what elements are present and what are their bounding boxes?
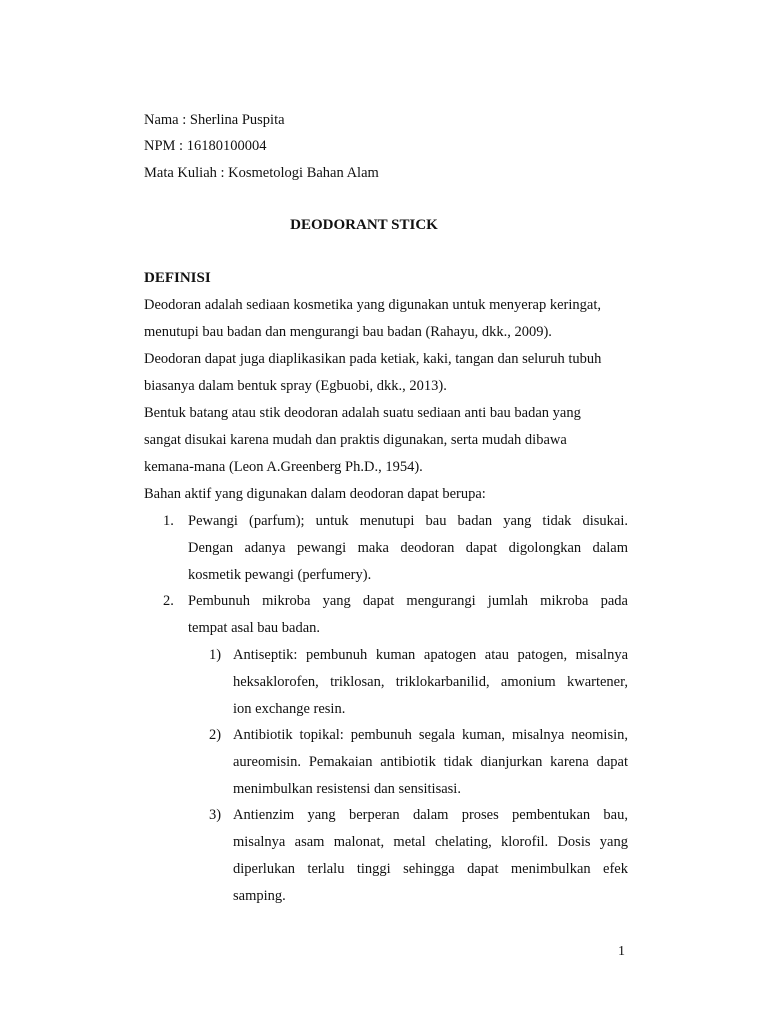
sublist-item-line: menimbulkan resistensi dan sensitisasi. <box>233 781 461 797</box>
section-heading: DEFINISI <box>144 270 211 286</box>
sublist-number: 2) <box>209 727 222 743</box>
sublist-item-line: ion exchange resin. <box>233 701 346 717</box>
sublist-item-line: diperlukan terlalu tinggi sehingga dapat menimbulkan efek <box>233 861 628 877</box>
paragraph-line: sangat disukai karena mudah dan praktis digunakan, serta mudah dibawa <box>144 432 567 448</box>
paragraph-line: kemana-mana (Leon A.Greenberg Ph.D., 1954). <box>144 459 423 475</box>
sublist-number: 1) <box>209 647 222 663</box>
student-name: Nama : Sherlina Puspita <box>144 112 285 128</box>
student-npm: NPM : 16180100004 <box>144 138 267 154</box>
sublist-number: 3) <box>209 807 222 823</box>
list-number: 2. <box>163 593 174 609</box>
course-name: Mata Kuliah : Kosmetologi Bahan Alam <box>144 165 379 181</box>
list-item-line: kosmetik pewangi (perfumery). <box>188 567 372 583</box>
paragraph-line: Bentuk batang atau stik deodoran adalah suatu sediaan anti bau badan yang <box>144 405 581 421</box>
list-item-line: tempat asal bau badan. <box>188 620 321 636</box>
sublist-item-line: Antiseptik: pembunuh kuman apatogen atau patogen, misalnya <box>233 647 628 663</box>
page-number: 1 <box>618 944 625 959</box>
list-number: 1. <box>163 513 174 529</box>
paragraph-line: Deodoran dapat juga diaplikasikan pada ketiak, kaki, tangan dan seluruh tubuh <box>144 351 602 367</box>
list-item-line: Dengan adanya pewangi maka deodoran dapat digolongkan dalam <box>188 540 628 556</box>
document-title: DEODORANT STICK <box>290 217 438 233</box>
paragraph-line: biasanya dalam bentuk spray (Egbuobi, dkk., 2013). <box>144 378 447 394</box>
sublist-item-line: aureomisin. Pemakaian antibiotik tidak dianjurkan karena dapat <box>233 754 628 770</box>
sublist-item-line: samping. <box>233 888 286 904</box>
sublist-item-line: heksaklorofen, triklosan, triklokarbanilid, amonium kwartener, <box>233 674 628 690</box>
paragraph-line: Deodoran adalah sediaan kosmetika yang digunakan untuk menyerap keringat, <box>144 297 601 313</box>
list-item-line: Pewangi (parfum); untuk menutupi bau badan yang tidak disukai. <box>188 513 628 529</box>
sublist-item-line: misalnya asam malonat, metal chelating, klorofil. Dosis yang <box>233 834 628 850</box>
list-item-line: Pembunuh mikroba yang dapat mengurangi jumlah mikroba pada <box>188 593 628 609</box>
paragraph-line: Bahan aktif yang digunakan dalam deodoran dapat berupa: <box>144 486 486 502</box>
sublist-item-line: Antienzim yang berperan dalam proses pembentukan bau, <box>233 807 628 823</box>
sublist-item-line: Antibiotik topikal: pembunuh segala kuman, misalnya neomisin, <box>233 727 628 743</box>
paragraph-line: menutupi bau badan dan mengurangi bau badan (Rahayu, dkk., 2009). <box>144 324 552 340</box>
